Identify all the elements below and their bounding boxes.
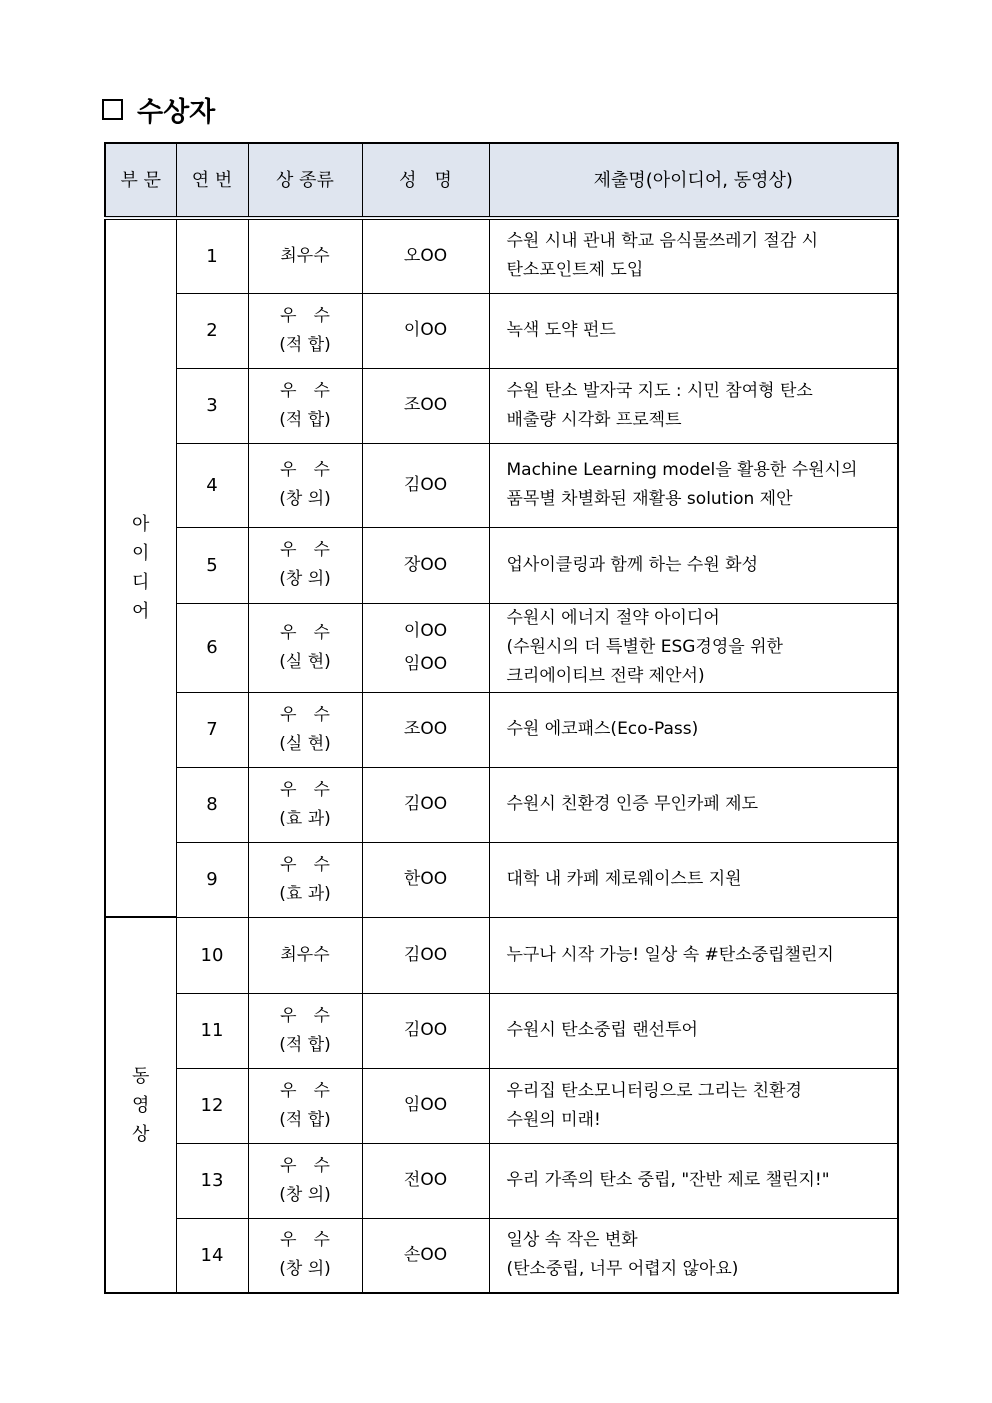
award-line: 우 수: [280, 1005, 330, 1026]
winner-name-line: 김OO: [403, 794, 448, 814]
header-name: 성 명: [362, 143, 489, 218]
winner-name: [362, 842, 489, 917]
submission-title: [489, 1218, 898, 1293]
header-submission: 제출명(아이디어, 동영상): [489, 143, 898, 218]
table-row: [105, 917, 898, 993]
award-line: 우 수: [280, 1230, 330, 1251]
table-body: [105, 218, 898, 1293]
row-number: 13: [176, 1143, 248, 1218]
award-type: [248, 993, 362, 1068]
header-row: [105, 143, 898, 218]
submission-title: [489, 368, 898, 443]
submission-title: [489, 767, 898, 842]
award-line: (효 과): [279, 808, 331, 829]
submission-title-line: 수원시 에너지 절약 아이디어: [506, 608, 720, 628]
submission-title-line: (탄소중립, 너무 어렵지 않아요): [506, 1259, 739, 1280]
award-line: (적 합): [279, 409, 331, 430]
award-type: [248, 443, 362, 527]
award-type: [248, 917, 362, 993]
row-number: 5: [176, 527, 248, 603]
award-type: [248, 1068, 362, 1143]
submission-title-line: 일상 속 작은 변화: [506, 1230, 638, 1251]
winner-name: [362, 917, 489, 993]
award-line: 우 수: [280, 380, 330, 401]
submission-title: [489, 1068, 898, 1143]
table-row: [105, 842, 898, 917]
award-line: 우 수: [280, 622, 330, 643]
row-number: 10: [176, 917, 248, 993]
submission-title-line: 수원의 미래!: [506, 1109, 601, 1130]
table-row: [105, 603, 898, 692]
award-line: 우 수: [280, 854, 330, 875]
winner-name-line: 김OO: [403, 474, 448, 495]
winner-name-line: 임OO: [403, 1095, 448, 1115]
table-row: [105, 692, 898, 767]
award-type: [248, 218, 362, 293]
table-row: [105, 1218, 898, 1293]
award-line: (창 의): [279, 489, 331, 509]
table-row: [105, 527, 898, 603]
header-section: 부 문: [105, 143, 176, 218]
award-type: [248, 1218, 362, 1293]
award-line: (적 합): [279, 334, 331, 355]
section-label-char: 디: [132, 572, 150, 593]
awards-table: [104, 142, 899, 1294]
award-line: (실 현): [279, 733, 331, 754]
award-line: 우 수: [280, 704, 330, 725]
award-line: 우 수: [280, 540, 330, 560]
award-line: (창 의): [279, 1184, 331, 1205]
award-line: 우 수: [280, 1155, 330, 1176]
row-number: 14: [176, 1218, 248, 1293]
section-label-char: 영: [132, 1094, 150, 1116]
submission-title-line: 대학 내 카페 제로웨이스트 지원: [506, 869, 742, 889]
table-row: [105, 443, 898, 527]
award-type: [248, 692, 362, 767]
winner-name: [362, 1218, 489, 1293]
table-row: [105, 293, 898, 368]
row-number: 2: [176, 293, 248, 368]
award-line: 우 수: [280, 779, 330, 800]
submission-title-line: 업사이클링과 함께 하는 수원 화성: [506, 554, 759, 575]
submission-title: [489, 993, 898, 1068]
section-label-char: 이: [132, 543, 150, 564]
row-number: 6: [176, 603, 248, 692]
submission-title: [489, 218, 898, 293]
award-line: 최우수: [280, 245, 330, 266]
submission-title-line: 크리에이티브 전략 제안서): [506, 666, 705, 686]
award-line: 우 수: [280, 460, 330, 480]
page-title: [102, 88, 215, 130]
header-number: 연 번: [176, 143, 248, 218]
submission-title-line: 녹색 도약 펀드: [506, 320, 616, 340]
row-number: 7: [176, 692, 248, 767]
header-award-type: 상 종류: [248, 143, 362, 218]
submission-title-line: 수원 시내 관내 학교 음식물쓰레기 절감 시: [506, 231, 819, 252]
winner-name-line: 조OO: [403, 719, 448, 739]
table-header: [105, 143, 898, 218]
winner-name: [362, 767, 489, 842]
section-label-char: 상: [132, 1123, 150, 1145]
winner-name-line: 한OO: [403, 869, 448, 889]
award-type: [248, 767, 362, 842]
table-row: [105, 368, 898, 443]
submission-title: [489, 527, 898, 603]
winner-name: [362, 1068, 489, 1143]
winner-name-line: 임OO: [403, 653, 448, 674]
winner-name-line: 손OO: [403, 1244, 448, 1265]
table-row: [105, 993, 898, 1068]
winner-name: [362, 368, 489, 443]
winner-name: [362, 993, 489, 1068]
submission-title-line: 배출량 시각화 프로젝트: [506, 409, 682, 430]
table-row: [105, 1143, 898, 1218]
award-type: [248, 1143, 362, 1218]
submission-title-line: 수원시 탄소중립 랜선투어: [506, 1020, 698, 1040]
submission-title: [489, 603, 898, 692]
award-type: [248, 293, 362, 368]
page-title-text: 수상자: [137, 96, 216, 128]
row-number: 1: [176, 218, 248, 293]
award-line: (적 합): [279, 1034, 331, 1055]
row-number: 8: [176, 767, 248, 842]
award-line: (창 의): [279, 1259, 331, 1280]
table-row: [105, 218, 898, 293]
winner-name: [362, 1143, 489, 1218]
section-label: [105, 218, 176, 917]
award-type: [248, 527, 362, 603]
winner-name: [362, 293, 489, 368]
submission-title-line: 수원시 친환경 인증 무인카페 제도: [506, 794, 759, 814]
submission-title-line: 수원 에코패스(Eco-Pass): [506, 719, 699, 739]
submission-title-line: 누구나 시작 가능! 일상 속 #탄소중립챌린지: [506, 944, 834, 965]
award-line: 우 수: [280, 1080, 330, 1101]
section-label-char: 동: [132, 1065, 150, 1087]
award-type: [248, 368, 362, 443]
submission-title: [489, 692, 898, 767]
table-row: [105, 1068, 898, 1143]
submission-title: [489, 842, 898, 917]
section-label-char: 아: [132, 514, 150, 535]
row-number: 12: [176, 1068, 248, 1143]
submission-title: [489, 443, 898, 527]
submission-title-line: 우리 가족의 탄소 중립, "잔반 제로 챌린지!": [506, 1170, 830, 1190]
award-line: 최우수: [280, 944, 330, 965]
submission-title-line: Machine Learning model을 활용한 수원시의: [506, 460, 858, 480]
checkbox-square-icon: [102, 99, 123, 120]
award-line: (효 과): [279, 883, 331, 904]
row-number: 3: [176, 368, 248, 443]
award-type: [248, 603, 362, 692]
award-line: (창 의): [279, 569, 331, 589]
submission-title: [489, 917, 898, 993]
winner-name-line: 조OO: [403, 395, 448, 415]
winner-name: [362, 527, 489, 603]
row-number: 9: [176, 842, 248, 917]
winner-name: [362, 218, 489, 293]
submission-title-line: 우리집 탄소모니터링으로 그리는 친환경: [506, 1080, 802, 1101]
winner-name-line: 이OO: [403, 320, 448, 340]
winner-name-line: 김OO: [403, 1020, 448, 1040]
row-number: 11: [176, 993, 248, 1068]
section-label-char: 어: [132, 601, 150, 622]
award-type: [248, 842, 362, 917]
winner-name-line: 이OO: [403, 620, 448, 641]
winner-name-line: 오OO: [403, 245, 448, 266]
award-line: (적 합): [279, 1109, 331, 1130]
submission-title-line: (수원시의 더 특별한 ESG경영을 위한: [506, 637, 783, 657]
winner-name-line: 전OO: [403, 1170, 448, 1190]
submission-title-line: 품목별 차별화된 재활용 solution 제안: [506, 489, 793, 509]
winner-name: [362, 692, 489, 767]
submission-title-line: 수원 탄소 발자국 지도 : 시민 참여형 탄소: [506, 380, 813, 401]
submission-title: [489, 1143, 898, 1218]
submission-title-line: 탄소포인트제 도입: [506, 260, 644, 281]
row-number: 4: [176, 443, 248, 527]
winner-name-line: 김OO: [403, 944, 448, 965]
submission-title: [489, 293, 898, 368]
award-line: 우 수: [280, 305, 330, 326]
winner-name: [362, 443, 489, 527]
award-line: (실 현): [279, 651, 331, 672]
table-row: [105, 767, 898, 842]
section-label: [105, 917, 176, 1293]
winner-name: [362, 603, 489, 692]
winner-name-line: 장OO: [403, 554, 448, 575]
